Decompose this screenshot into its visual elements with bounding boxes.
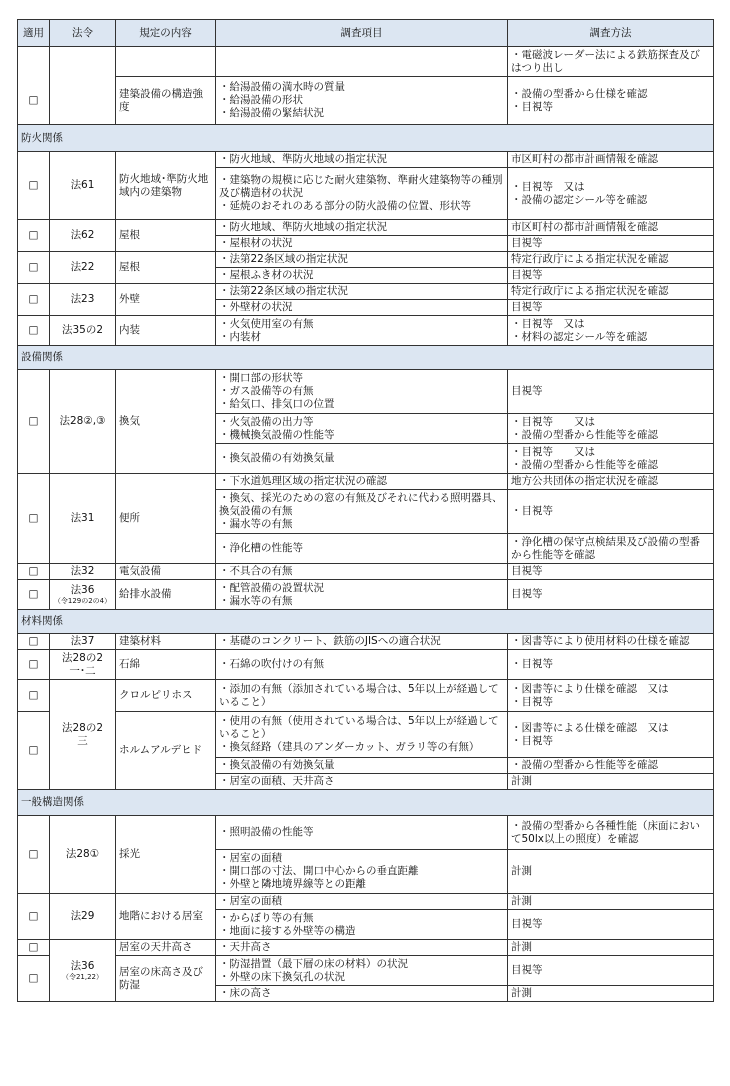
header-law: 法令 <box>50 20 116 47</box>
law-note: （令129の2の4） <box>53 596 112 605</box>
apply-checkbox[interactable]: □ <box>18 152 50 220</box>
method-cell: 計測 <box>508 774 714 790</box>
survey-table-sheet <box>17 19 713 1002</box>
method-cell: ・目視等 又は ・設備の型番から性能等を確認 <box>508 414 714 444</box>
content-cell: 換気 <box>116 370 216 474</box>
apply-checkbox[interactable]: □ <box>18 680 50 712</box>
apply-checkbox[interactable]: □ <box>18 956 50 1002</box>
table-row <box>18 564 714 580</box>
law-cell: 法32 <box>50 564 116 580</box>
method-cell: ・目視等 又は ・材料の認定シール等を確認 <box>508 316 714 346</box>
method-cell: 目視等 <box>508 370 714 414</box>
content-cell: 内装 <box>116 316 216 346</box>
law-cell: 法22 <box>50 252 116 284</box>
items-cell: ・使用の有無（使用されている場合は、5年以上が経過していること） ・換気経路（建具のアンダーカット、ガラリ等の有無） <box>216 712 508 758</box>
content-cell: 外壁 <box>116 284 216 316</box>
items-cell: ・防火地域、準防火地域の指定状況 <box>216 152 508 168</box>
method-cell: ・設備の型番から各種性能（床面において50lx以上の照度）を確認 <box>508 816 714 850</box>
apply-checkbox[interactable]: □ <box>18 650 50 680</box>
items-cell: ・法第22条区域の指定状況 <box>216 252 508 268</box>
content-cell: 給排水設備 <box>116 580 216 610</box>
table-row <box>18 220 714 236</box>
items-cell: ・石綿の吹付けの有無 <box>216 650 508 680</box>
content-cell: 建築材料 <box>116 634 216 650</box>
apply-checkbox[interactable]: □ <box>18 77 50 125</box>
header-method: 調査方法 <box>508 20 714 47</box>
table-row <box>18 894 714 910</box>
law-cell: 法29 <box>50 894 116 940</box>
law-cell: 法28① <box>50 816 116 894</box>
method-cell: 目視等 <box>508 300 714 316</box>
method-cell: ・目視等 <box>508 650 714 680</box>
apply-checkbox[interactable]: □ <box>18 580 50 610</box>
section-fire: 防火関係 <box>18 125 714 152</box>
apply-checkbox[interactable]: □ <box>18 316 50 346</box>
items-cell: ・換気設備の有効換気量 <box>216 758 508 774</box>
law-cell: 法28の2 一･二 <box>50 650 116 680</box>
apply-checkbox[interactable]: □ <box>18 816 50 894</box>
method-cell: ・図書等により仕様を確認 又は ・目視等 <box>508 680 714 712</box>
items-cell: ・からぼり等の有無 ・地面に接する外壁等の構造 <box>216 910 508 940</box>
content-cell: 便所 <box>116 474 216 564</box>
table-row <box>18 634 714 650</box>
method-cell: ・目視等 又は ・設備の認定シール等を確認 <box>508 168 714 220</box>
apply-checkbox[interactable]: □ <box>18 220 50 252</box>
content-cell: 防火地域･準防火地域内の建築物 <box>116 152 216 220</box>
table-row <box>18 816 714 850</box>
table-row <box>18 650 714 680</box>
law-cell: 法37 <box>50 634 116 650</box>
method-cell: ・図書等による仕様を確認 又は ・目視等 <box>508 712 714 758</box>
law-cell: 法28②,③ <box>50 370 116 474</box>
content-cell: 採光 <box>116 816 216 894</box>
items-cell: ・防湿措置（最下層の床の材料）の状況 ・外壁の床下換気孔の状況 <box>216 956 508 986</box>
items-cell: ・外壁材の状況 <box>216 300 508 316</box>
method-cell: ・図書等により使用材料の仕様を確認 <box>508 634 714 650</box>
items-cell: ・天井高さ <box>216 940 508 956</box>
items-cell: ・開口部の形状等 ・ガス設備等の有無 ・給気口、排気口の位置 <box>216 370 508 414</box>
method-cell: 目視等 <box>508 564 714 580</box>
apply-checkbox[interactable]: □ <box>18 894 50 940</box>
header-content: 規定の内容 <box>116 20 216 47</box>
section-general: 一般構造関係 <box>18 790 714 816</box>
method-cell: ・目視等 又は ・設備の型番から性能等を確認 <box>508 444 714 474</box>
method-cell: ・目視等 <box>508 490 714 534</box>
method-cell: 目視等 <box>508 910 714 940</box>
law-cell: 法28の2 三 <box>50 680 116 790</box>
apply-checkbox[interactable]: □ <box>18 634 50 650</box>
apply-checkbox[interactable]: □ <box>18 474 50 564</box>
items-cell: ・配管設備の設置状況 ・漏水等の有無 <box>216 580 508 610</box>
content-cell: ホルムアルデヒド <box>116 712 216 790</box>
law-cell: 法35の2 <box>50 316 116 346</box>
items-cell: ・床の高さ <box>216 986 508 1002</box>
table-row <box>18 712 714 758</box>
law-cell: 法36 （令21,22） <box>50 940 116 1002</box>
method-cell: 特定行政庁による指定状況を確認 <box>508 252 714 268</box>
items-cell: ・居室の面積 <box>216 894 508 910</box>
law-cell: 法23 <box>50 284 116 316</box>
items-cell: ・居室の面積、天井高さ <box>216 774 508 790</box>
content-cell: 電気設備 <box>116 564 216 580</box>
section-row <box>18 790 714 816</box>
table-row <box>18 284 714 300</box>
items-cell: ・下水道処理区域の指定状況の確認 <box>216 474 508 490</box>
method-cell: 市区町村の都市計画情報を確認 <box>508 152 714 168</box>
items-cell: ・換気設備の有効換気量 <box>216 444 508 474</box>
apply-checkbox[interactable]: □ <box>18 284 50 316</box>
table-row <box>18 316 714 346</box>
content-cell: 石綿 <box>116 650 216 680</box>
method-cell: 計測 <box>508 894 714 910</box>
items-cell: ・法第22条区域の指定状況 <box>216 284 508 300</box>
law-cell: 法31 <box>50 474 116 564</box>
table-row <box>18 956 714 986</box>
method-cell: ・設備の型番から性能等を確認 <box>508 758 714 774</box>
method-cell: ・浄化槽の保守点検結果及び設備の型番から性能等を確認 <box>508 534 714 564</box>
method-cell: 計測 <box>508 940 714 956</box>
items-cell: ・建築物の規模に応じた耐火建築物、準耐火建築物等の種別及び構造材の状況 ・延焼のおそれのある部分の防火設備の位置、形状等 <box>216 168 508 220</box>
method-cell: 計測 <box>508 850 714 894</box>
apply-checkbox[interactable]: □ <box>18 564 50 580</box>
content-cell: 居室の床高さ及び防湿 <box>116 956 216 1002</box>
items-cell: ・居室の面積 ・開口部の寸法、開口中心からの垂直距離 ・外壁と隣地境界線等との距離 <box>216 850 508 894</box>
content-cell: 地階における居室 <box>116 894 216 940</box>
survey-table <box>17 19 714 1002</box>
section-row <box>18 610 714 634</box>
law-cell: 法61 <box>50 152 116 220</box>
section-materials: 材料関係 <box>18 610 714 634</box>
items-cell: ・火気使用室の有無 ・内装材 <box>216 316 508 346</box>
table-row <box>18 152 714 168</box>
table-row <box>18 370 714 414</box>
table-row <box>18 77 714 125</box>
header-apply: 適用 <box>18 20 50 47</box>
content-cell: 建築設備の構造強度 <box>116 77 216 125</box>
apply-checkbox[interactable]: □ <box>18 370 50 474</box>
apply-checkbox[interactable]: □ <box>18 940 50 956</box>
header-items: 調査項目 <box>216 20 508 47</box>
method-cell: ・電磁波レーダー法による鉄筋探査及び はつり出し <box>508 47 714 77</box>
items-cell: ・添加の有無（添加されている場合は、5年以上が経過していること） <box>216 680 508 712</box>
apply-checkbox[interactable]: □ <box>18 252 50 284</box>
section-row <box>18 125 714 152</box>
items-cell: ・不具合の有無 <box>216 564 508 580</box>
items-cell: ・照明設備の性能等 <box>216 816 508 850</box>
content-cell: クロルピリホス <box>116 680 216 712</box>
method-cell: 目視等 <box>508 268 714 284</box>
items-cell: ・屋根ふき材の状況 <box>216 268 508 284</box>
law-cell: 法36 （令129の2の4） <box>50 580 116 610</box>
apply-checkbox[interactable]: □ <box>18 712 50 790</box>
content-cell: 屋根 <box>116 220 216 252</box>
items-cell: ・火気設備の出力等 ・機械換気設備の性能等 <box>216 414 508 444</box>
items-cell: ・基礎のコンクリート、鉄筋のJISへの適合状況 <box>216 634 508 650</box>
section-equipment: 設備関係 <box>18 346 714 370</box>
law-note: （令21,22） <box>61 972 104 981</box>
method-cell: 計測 <box>508 986 714 1002</box>
method-cell: 市区町村の都市計画情報を確認 <box>508 220 714 236</box>
table-row <box>18 252 714 268</box>
items-cell: ・防火地域、準防火地域の指定状況 <box>216 220 508 236</box>
table-row <box>18 47 714 77</box>
method-cell: 目視等 <box>508 580 714 610</box>
items-cell: ・換気、採光のための窓の有無及びそれに代わる照明器具、換気設備の有無 ・漏水等の有無 <box>216 490 508 534</box>
header-row <box>18 20 714 47</box>
method-cell: 地方公共団体の指定状況を確認 <box>508 474 714 490</box>
table-row <box>18 940 714 956</box>
content-cell: 居室の天井高さ <box>116 940 216 956</box>
method-cell: 目視等 <box>508 236 714 252</box>
method-cell: 目視等 <box>508 956 714 986</box>
items-cell: ・給湯設備の満水時の質量 ・給湯設備の形状 ・給湯設備の緊結状況 <box>216 77 508 125</box>
law-cell: 法62 <box>50 220 116 252</box>
section-row <box>18 346 714 370</box>
table-row <box>18 580 714 610</box>
table-row <box>18 680 714 712</box>
method-cell: 特定行政庁による指定状況を確認 <box>508 284 714 300</box>
items-cell: ・屋根材の状況 <box>216 236 508 252</box>
table-row <box>18 474 714 490</box>
items-cell: ・浄化槽の性能等 <box>216 534 508 564</box>
content-cell: 屋根 <box>116 252 216 284</box>
method-cell: ・設備の型番から仕様を確認 ・目視等 <box>508 77 714 125</box>
